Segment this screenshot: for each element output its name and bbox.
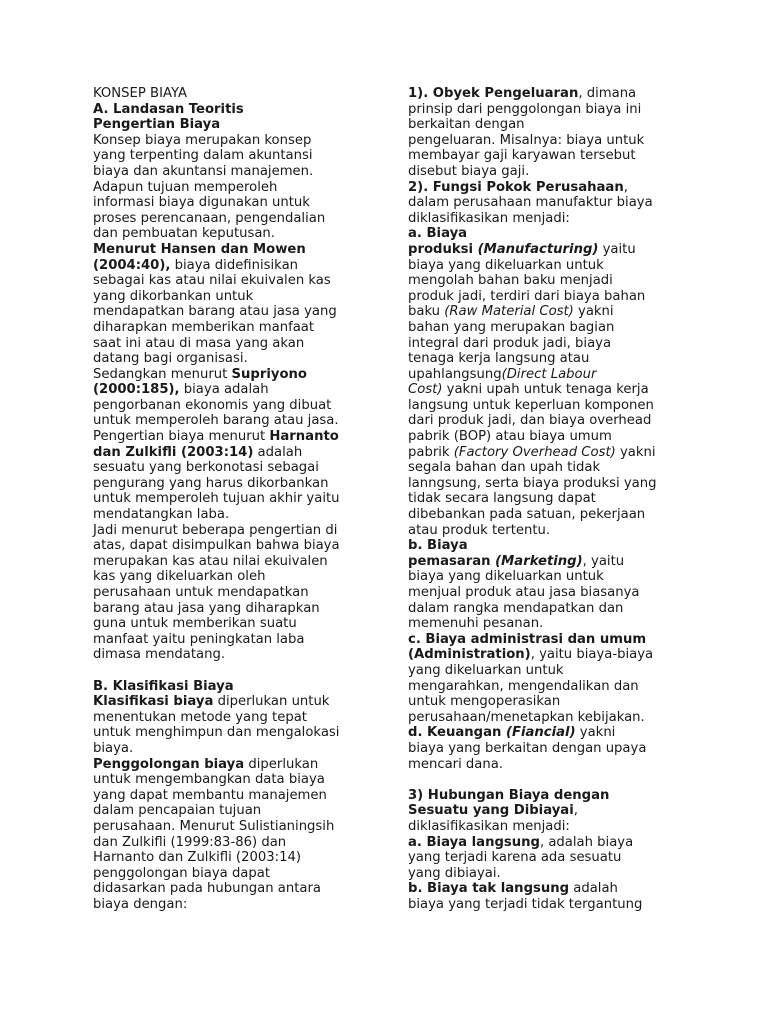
text-run: produk jadi, terdiri dari biaya bahan [408, 288, 646, 304]
text-run: perusahaan untuk mendapatkan [93, 585, 309, 600]
bold-text: 1). Obyek Pengeluaran [408, 86, 579, 101]
text-line [408, 569, 680, 585]
text-run: dalam pencapaian tujuan [93, 803, 262, 819]
text-line [408, 398, 680, 414]
text-run: adalah [253, 444, 303, 460]
text-line [408, 897, 680, 913]
text-run: pengeluaran. Misalnya: biaya untuk [408, 132, 645, 148]
text-run: perusahaan/menetapkan kebijakan. [408, 709, 645, 725]
text-line [93, 460, 383, 476]
text-run: informasi biaya digunakan untuk [93, 195, 310, 211]
bold-text: (2000:185), [93, 382, 180, 398]
text-run: dan Zulkifli (1999:83-86) dan [93, 834, 287, 850]
text-line [408, 336, 680, 352]
text-line [408, 180, 680, 196]
text-run: , dimana [578, 86, 637, 101]
text-run: mengarahkan, mengendalikan dan [408, 678, 639, 694]
text-run: biaya didefinisikan [170, 257, 299, 273]
bold-text: 2). Fungsi Pokok Perusahaan [408, 179, 624, 195]
text-line [93, 491, 383, 507]
text-line [408, 850, 680, 866]
text-run: integral dari produk jadi, biaya [408, 335, 612, 351]
text-run: mendapatkan barang atau jasa yang [93, 304, 337, 320]
text-run: yakni upah untuk tenaga kerja [442, 382, 649, 398]
bold-text: (2004:40), [93, 257, 171, 273]
text-run: membayar gaji karyawan tersebut [408, 148, 636, 164]
text-line [93, 835, 383, 851]
text-line [93, 476, 383, 492]
text-run: mencari dana. [408, 756, 504, 772]
text-line [93, 897, 383, 913]
text-line [408, 367, 680, 383]
right-text-column [408, 86, 680, 912]
text-run: sebagai kas atau nilai ekuivalen kas [93, 273, 331, 289]
text-run: penggolongan biaya dapat [93, 865, 271, 881]
bold-text: b. Biaya tak langsung [408, 881, 570, 897]
text-line [93, 632, 383, 648]
text-run: baku [408, 304, 445, 320]
text-line [93, 242, 383, 258]
text-run: biaya dan akuntansi manajemen. [93, 163, 314, 179]
bold-text: dan Zulkifli (2003:14) [93, 444, 254, 460]
text-line [408, 273, 680, 289]
text-run: pabrik (BOP) atau biaya umum [408, 429, 612, 445]
blank-line [93, 663, 383, 679]
text-run: bahan yang merupakan bagian [408, 319, 615, 335]
text-run: pengurang yang harus dikorbankan [93, 475, 329, 491]
text-line [93, 226, 383, 242]
text-line [93, 164, 383, 180]
text-run: diperlukan [244, 756, 319, 772]
text-run: dan pembuatan keputusan. [93, 226, 275, 242]
text-run: biaya yang berkaitan dengan upaya [408, 740, 647, 756]
text-run: , yaitu [582, 553, 625, 569]
text-line [93, 133, 383, 149]
text-line [93, 273, 383, 289]
text-run: adalah [569, 881, 618, 897]
text-line [408, 258, 680, 274]
text-line [93, 398, 383, 414]
text-run: dalam perusahaan manufaktur biaya [408, 195, 653, 211]
text-run: Konsep biaya merupakan konsep [93, 132, 312, 148]
text-run: yang terjadi karena ada sesuatu [408, 850, 622, 866]
bold-text: Menurut Hansen dan Mowen [93, 241, 306, 257]
text-run: proses perencanaan, pengendalian [93, 210, 326, 226]
text-run: mengolah bahan baku menjadi [408, 273, 613, 289]
text-line [408, 601, 680, 617]
text-line [93, 710, 383, 726]
text-line [408, 289, 680, 305]
italic-text: (Raw Material Cost) [444, 304, 574, 320]
text-line [93, 258, 383, 274]
text-line [93, 679, 383, 695]
text-line [408, 164, 680, 180]
bold-text: c. Biaya administrasi dan umum [408, 631, 647, 647]
text-line [408, 866, 680, 882]
text-line [408, 663, 680, 679]
text-line [408, 523, 680, 539]
bold-text: (Manufacturing) [477, 241, 599, 257]
text-line [408, 226, 680, 242]
text-line [408, 491, 680, 507]
text-line [93, 351, 383, 367]
text-run: tenaga kerja langsung atau [408, 351, 590, 367]
text-line [93, 803, 383, 819]
text-run: Sedangkan menurut [93, 366, 232, 382]
text-line [408, 788, 680, 804]
bold-text: d. Keuangan [408, 725, 506, 741]
text-run: , adalah biaya [539, 834, 634, 850]
text-run: upahlangsung [408, 366, 502, 382]
text-line [408, 632, 680, 648]
text-line [93, 445, 383, 461]
text-line [93, 772, 383, 788]
bold-text: Harnanto [269, 429, 339, 445]
text-line [408, 445, 680, 461]
text-run: disebut biaya gaji. [408, 163, 530, 179]
text-line [93, 195, 383, 211]
text-run: yang terpenting dalam akuntansi [93, 148, 313, 164]
text-line [408, 881, 680, 897]
text-line [93, 647, 383, 663]
text-line [408, 803, 680, 819]
text-run: kas yang dikeluarkan oleh [93, 569, 266, 585]
text-run: yakni [573, 304, 614, 320]
text-run: barang atau jasa yang diharapkan [93, 600, 320, 616]
text-run: dibebankan pada satuan, pekerjaan [408, 507, 646, 523]
text-run: lanngsung, serta biaya produksi yang [408, 475, 657, 491]
text-run: merupakan kas atau nilai ekuivalen [93, 553, 328, 569]
text-line [408, 320, 680, 336]
bold-text: B. Klasifikasi Biaya [93, 678, 234, 694]
text-run: Jadi menurut beberapa pengertian di [93, 522, 338, 538]
text-run: biaya adalah [179, 382, 269, 398]
text-run: diklasifikasikan menjadi: [408, 818, 570, 834]
text-line [93, 102, 383, 118]
text-line [408, 211, 680, 227]
text-line [93, 382, 383, 398]
text-line [408, 429, 680, 445]
bold-text: Sesuatu yang Dibiayai [408, 803, 574, 819]
text-run: yang dibiayai. [408, 865, 501, 881]
text-line [408, 242, 680, 258]
text-line [408, 710, 680, 726]
text-line [93, 554, 383, 570]
text-line [408, 102, 680, 118]
text-line [408, 195, 680, 211]
text-line [408, 538, 680, 554]
text-run: yang dikeluarkan untuk [408, 662, 564, 678]
text-line [408, 725, 680, 741]
text-line [408, 554, 680, 570]
text-line [408, 133, 680, 149]
text-line [93, 850, 383, 866]
text-line [93, 694, 383, 710]
text-run: diperlukan untuk [213, 694, 330, 710]
text-run: untuk memperoleh tujuan akhir yaitu [93, 491, 340, 507]
text-run: atas, dapat disimpulkan bahwa biaya [93, 538, 340, 554]
bold-text: a. Biaya [408, 226, 468, 242]
text-line [408, 351, 680, 367]
text-line [408, 694, 680, 710]
bold-text: Pengertian Biaya [93, 117, 221, 133]
text-run: , [623, 179, 628, 195]
blank-line [408, 772, 680, 788]
text-line [408, 117, 680, 133]
text-run: yakni [615, 444, 656, 460]
bold-text: Supriyono [231, 366, 307, 382]
text-run: berkaitan dengan [408, 117, 525, 133]
bold-text: produksi [408, 241, 478, 257]
text-line [93, 429, 383, 445]
text-line [93, 148, 383, 164]
text-run: memenuhi pesanan. [408, 616, 544, 632]
text-line [93, 117, 383, 133]
text-run: langsung untuk keperluan komponen [408, 397, 654, 413]
text-line [93, 569, 383, 585]
text-line [93, 616, 383, 632]
text-run: menentukan metode yang tepat [93, 709, 307, 725]
text-line [408, 757, 680, 773]
text-run: biaya dengan: [93, 896, 188, 912]
text-line [93, 601, 383, 617]
text-line [93, 180, 383, 196]
bold-text: (Fiancial) [505, 725, 576, 741]
italic-text: (Factory Overhead Cost) [453, 444, 616, 460]
text-run: biaya yang terjadi tidak tergantung [408, 896, 643, 912]
text-run: biaya yang dikeluarkan untuk [408, 257, 604, 273]
text-run: yang dikorbankan untuk [93, 288, 254, 304]
text-line [93, 881, 383, 897]
text-line [93, 289, 383, 305]
text-run: biaya yang dikeluarkan untuk [408, 569, 604, 585]
text-line [408, 476, 680, 492]
text-run: untuk memperoleh barang atau jasa. [93, 413, 339, 429]
text-run: menjual produk atau jasa biasanya [408, 585, 640, 600]
text-run: untuk mengoperasikan [408, 694, 561, 710]
text-run: biaya. [93, 740, 134, 756]
text-line [408, 382, 680, 398]
bold-text: (Marketing) [495, 553, 583, 569]
text-run: yakni [575, 725, 616, 741]
text-line [408, 460, 680, 476]
text-line [408, 585, 680, 601]
text-run: didasarkan pada hubungan antara [93, 881, 321, 897]
italic-text: (Direct Labour [501, 366, 597, 382]
text-run: yaitu [598, 241, 636, 257]
text-line [408, 304, 680, 320]
bold-text: a. Biaya langsung [408, 834, 540, 850]
text-run: untuk mengembangkan data biaya [93, 772, 325, 788]
text-run: segala bahan dan upah tidak [408, 460, 601, 476]
text-line [408, 616, 680, 632]
text-line [408, 507, 680, 523]
bold-text: Klasifikasi biaya [93, 694, 214, 710]
text-run: Harnanto dan Zulkifli (2003:14) [93, 850, 302, 866]
text-line [93, 304, 383, 320]
text-line [93, 507, 383, 523]
text-run: diharapkan memberikan manfaat [93, 319, 315, 335]
text-line [408, 679, 680, 695]
text-line [93, 866, 383, 882]
text-line [93, 211, 383, 227]
text-run: diklasifikasikan menjadi: [408, 210, 570, 226]
text-run: untuk menghimpun dan mengalokasi [93, 725, 340, 741]
text-run: manfaat yaitu peningkatan laba [93, 631, 305, 647]
text-run: KONSEP BIAYA [93, 86, 188, 101]
text-run: sesuatu yang berkonotasi sebagai [93, 460, 319, 476]
text-line [93, 523, 383, 539]
text-line [93, 336, 383, 352]
text-line [93, 757, 383, 773]
bold-text: pemasaran [408, 553, 496, 569]
italic-text: Cost) [408, 382, 443, 398]
text-line [93, 819, 383, 835]
bold-text: 3) Hubungan Biaya dengan [408, 787, 610, 803]
text-line [93, 585, 383, 601]
text-line [93, 725, 383, 741]
text-run: Pengertian biaya menurut [93, 429, 270, 445]
text-line [408, 835, 680, 851]
text-line [93, 538, 383, 554]
text-line [408, 647, 680, 663]
text-line [408, 819, 680, 835]
text-line [408, 741, 680, 757]
text-line [93, 367, 383, 383]
text-run: yang dapat membantu manajemen [93, 787, 327, 803]
text-line [93, 320, 383, 336]
text-line [93, 413, 383, 429]
text-line [408, 413, 680, 429]
text-run: dari produk jadi, dan biaya overhead [408, 413, 652, 429]
text-run: tidak secara langsung dapat [408, 491, 596, 507]
text-run: guna untuk memberikan suatu [93, 616, 297, 632]
text-run: perusahaan. Menurut Sulistianingsih [93, 818, 335, 834]
bold-text: (Administration) [408, 647, 531, 663]
text-run: datang bagi organisasi. [93, 351, 248, 367]
text-run: dalam rangka mendapatkan dan [408, 600, 624, 616]
text-run: atau produk tertentu. [408, 522, 551, 538]
text-run: pengorbanan ekonomis yang dibuat [93, 397, 332, 413]
text-run: Adapun tujuan memperoleh [93, 179, 278, 195]
left-text-column [93, 86, 383, 912]
text-run: pabrik [408, 444, 454, 460]
text-line [408, 148, 680, 164]
bold-text: Penggolongan biaya [93, 756, 245, 772]
text-run: mendatangkan laba. [93, 507, 230, 523]
text-line [93, 86, 383, 102]
bold-text: b. Biaya [408, 538, 468, 554]
text-line [408, 86, 680, 102]
text-line [93, 741, 383, 757]
text-line [93, 788, 383, 804]
text-run: saat ini atau di masa yang akan [93, 335, 305, 351]
text-run: , yaitu biaya-biaya [530, 647, 654, 663]
text-run: prinsip dari penggolongan biaya ini [408, 101, 642, 117]
text-run: , [573, 803, 578, 819]
text-run: dimasa mendatang. [93, 647, 226, 663]
bold-text: A. Landasan Teoritis [93, 101, 244, 117]
